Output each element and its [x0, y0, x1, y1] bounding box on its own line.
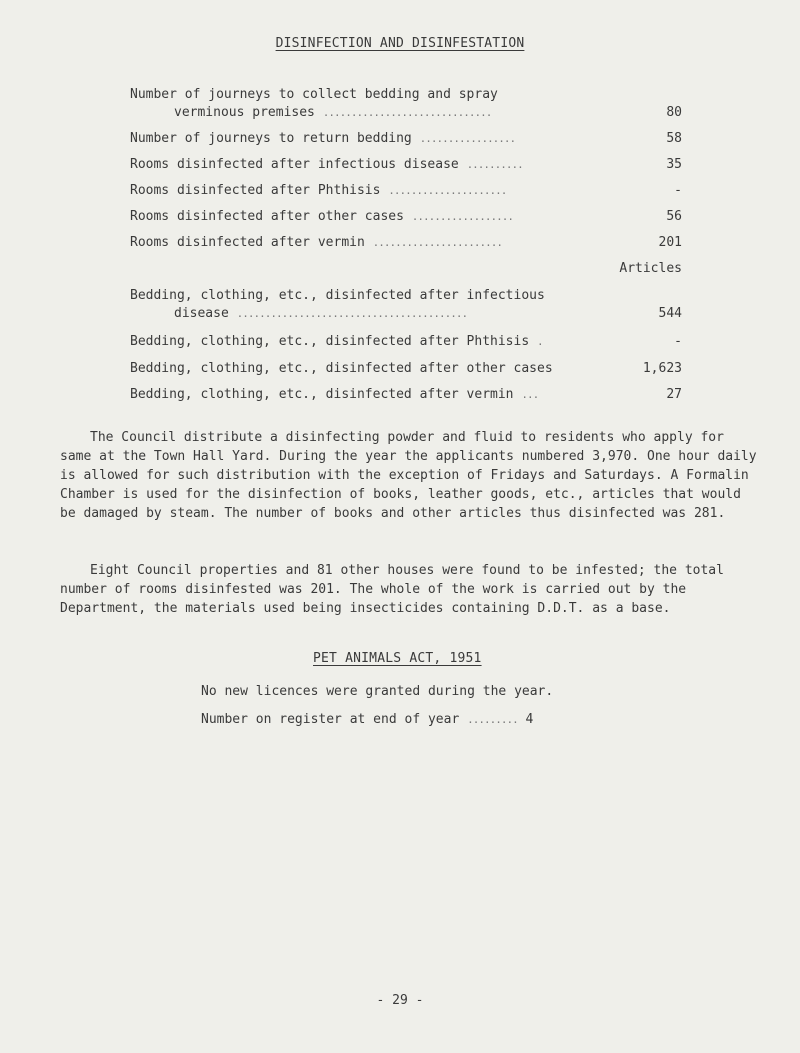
row-label: Bedding, clothing, etc., disinfected after Phthisis [130, 334, 530, 349]
row-label: Rooms disinfected after Phthisis [130, 183, 381, 198]
row-value: 56 [666, 209, 682, 224]
leader-dots: .......... [466, 158, 523, 171]
table-row [130, 288, 682, 324]
leader-dots: ......................................... [236, 307, 468, 320]
row-value: - [674, 183, 682, 198]
row-value: 58 [666, 131, 682, 146]
leader-dots: ..................... [388, 184, 507, 197]
pet-act-title: PET ANIMALS ACT, 1951 [313, 651, 482, 666]
row-value: 1,623 [642, 361, 682, 376]
leader-dots: ....................... [372, 236, 502, 249]
row-value: 35 [666, 157, 682, 172]
leader-dots: . [537, 335, 543, 348]
leader-dots: ......... [467, 713, 518, 726]
paragraph: The Council distribute a disinfecting powder and fluid to residents who apply for same at the Town Hall Yard. During the year the applicants numbered 3,970. One hour daily is allowed for such distribution with the exception of Fridays and Saturdays. A Formalin Chamber is used for the disinfection of books, leather goods, etc., articles that would be damaged by steam. The number of books and other articles thus disinfected was 281. [60, 430, 757, 521]
leader-dots: .............................. [322, 106, 492, 119]
page-number: - 29 - [376, 993, 424, 1008]
articles-column-header: Articles [619, 261, 682, 276]
row-label: Rooms disinfected after vermin [130, 235, 365, 250]
row-value: 201 [658, 235, 682, 250]
row-label: Rooms disinfected after other cases [130, 209, 404, 224]
row-label: Number of journeys to return bedding [130, 131, 412, 146]
pet-register-label: Number on register at end of year [201, 712, 460, 727]
row-label-cont: verminous premises [174, 105, 315, 120]
leader-dots: .................. [411, 210, 513, 223]
paragraph: Eight Council properties and 81 other houses were found to be infested; the total number of rooms disinfested was 201. The whole of the work is carried out by the Department, the materials used being insecticides containing D.D.T. as a base. [60, 563, 724, 616]
row-label: Bedding, clothing, etc., disinfected after vermin [130, 387, 514, 402]
row-label: Bedding, clothing, etc., disinfected after other cases [130, 361, 553, 376]
pet-register-row [201, 712, 533, 727]
section-title: DISINFECTION AND DISINFESTATION [275, 36, 525, 51]
pet-statement: No new licences were granted during the year. [201, 684, 554, 699]
row-value: 27 [666, 387, 682, 402]
row-label: Rooms disinfected after infectious disease [130, 157, 459, 172]
row-label: Number of journeys to collect bedding and spray [130, 87, 498, 102]
row-label-cont: disease [174, 306, 229, 321]
pet-register-value: 4 [525, 712, 534, 727]
row-value: - [674, 334, 682, 349]
row-value: 80 [666, 105, 682, 120]
leader-dots: ... [521, 388, 539, 401]
leader-dots: ................. [419, 132, 516, 145]
row-value: 544 [658, 306, 682, 321]
row-label: Bedding, clothing, etc., disinfected after infectious [130, 288, 545, 303]
table-row [130, 87, 682, 123]
